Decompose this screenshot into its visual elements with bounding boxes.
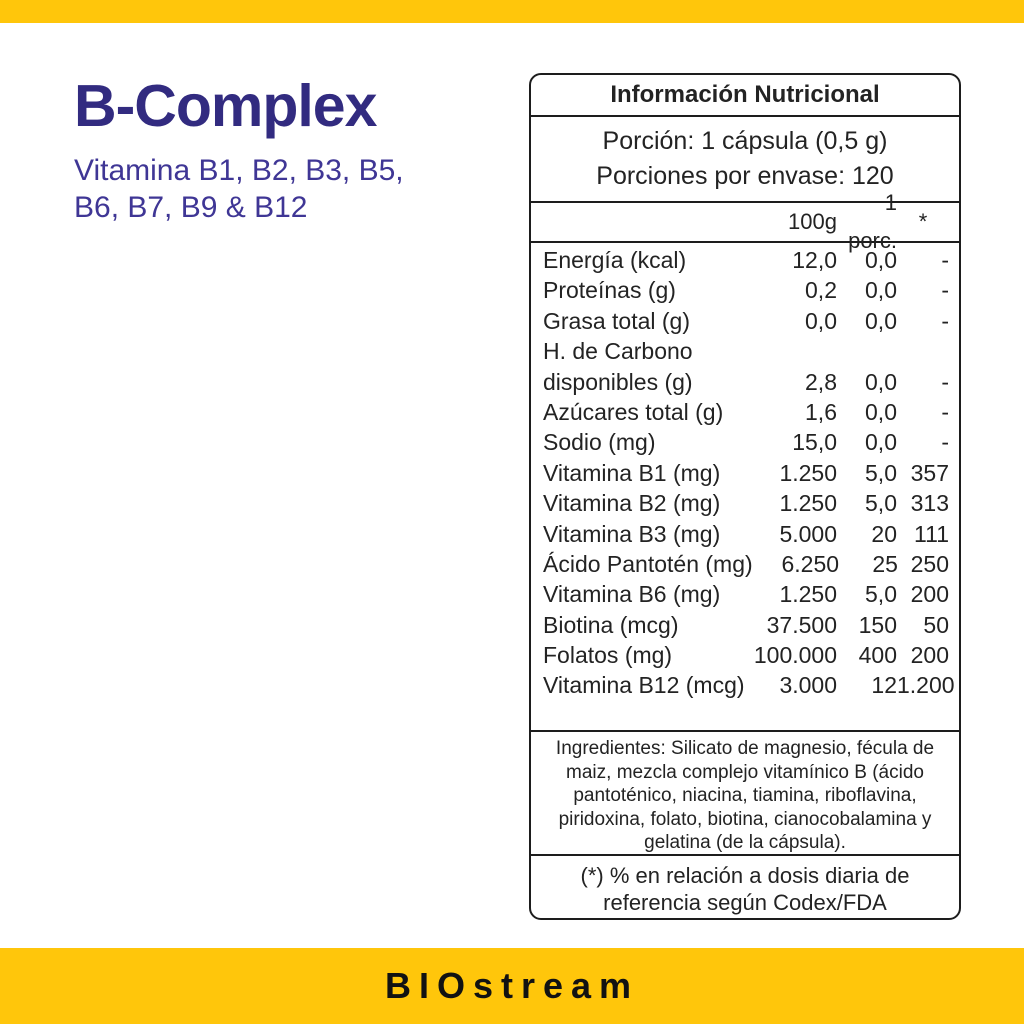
nutrient-label: Ácido Pantotén (mg) <box>543 550 753 577</box>
nutrient-label: Biotina (mcg) <box>543 611 679 638</box>
value-daily-pct: 313 <box>910 490 949 517</box>
ingredients-text: Ingredientes: Silicato de magnesio, fécula de maiz, mezcla complejo vitamínico B (ácido pantoténico, niacina, tiamina, riboflavina, piridoxina, folato, biotina, cianocobalamina y gelatina (de la cápsula). <box>531 732 959 856</box>
nutrition-row <box>543 610 949 640</box>
product-title: B-Complex <box>74 73 377 139</box>
nutrient-label: Vitamina B6 (mg) <box>543 581 721 608</box>
serving-size-line: Porción: 1 cápsula (0,5 g) <box>602 127 888 155</box>
value-per-serving: 400 <box>858 642 897 669</box>
value-per-serving: 0,0 <box>865 368 897 395</box>
value-per-100g: 0,0 <box>805 307 837 334</box>
value-per-100g: 6.250 <box>781 550 840 577</box>
bottom-accent-bar <box>0 948 1024 1024</box>
nutrition-row <box>543 670 955 700</box>
nutrition-facts-panel <box>529 73 961 920</box>
nutrition-row <box>543 306 949 336</box>
value-per-serving: 12 <box>871 672 897 699</box>
column-header-row <box>531 190 959 253</box>
nutrient-label: H. de Carbono <box>543 338 693 365</box>
nutrition-row <box>543 367 949 397</box>
top-accent-bar <box>0 0 1024 23</box>
nutrient-label: Azúcares total (g) <box>543 398 724 425</box>
brand-logo: BIOstream <box>384 965 640 1006</box>
nutrient-label: Folatos (mg) <box>543 642 673 669</box>
product-subtitle <box>74 152 514 226</box>
value-per-100g: 1.250 <box>779 459 837 486</box>
column-header-asterisk: * <box>918 209 928 234</box>
value-daily-pct: 250 <box>910 550 949 577</box>
value-per-serving: 150 <box>858 611 897 638</box>
value-per-100g: 1,6 <box>805 398 837 425</box>
product-subtitle-line-2: B6, B7, B9 & B12 <box>74 191 308 224</box>
value-per-100g: 1.250 <box>779 490 837 517</box>
nutrient-label: disponibles (g) <box>543 368 693 395</box>
nutrient-label: Grasa total (g) <box>543 307 690 334</box>
value-per-100g: 37.500 <box>766 611 837 638</box>
value-daily-pct: - <box>941 247 949 273</box>
value-per-serving: 5,0 <box>865 490 897 517</box>
value-daily-pct: - <box>941 429 949 456</box>
nutrient-label: Vitamina B3 (mg) <box>543 520 721 547</box>
column-header-100g: 100g <box>788 209 837 234</box>
value-daily-pct: 111 <box>914 520 949 547</box>
daily-value-footnote: (*) % en relación a dosis diaria de referencia según Codex/FDA <box>580 863 910 915</box>
nutrition-facts-title: Información Nutricional <box>531 75 959 117</box>
nutrient-label: Sodio (mg) <box>543 429 656 456</box>
value-daily-pct: 1.200 <box>897 672 955 699</box>
value-per-100g: 3.000 <box>779 672 837 699</box>
value-per-serving: 0,0 <box>865 307 897 334</box>
value-per-serving: 0,0 <box>865 277 897 304</box>
nutrition-row <box>543 640 949 670</box>
value-per-100g: 2,8 <box>805 368 837 395</box>
nutrition-row <box>543 427 949 457</box>
value-daily-pct: - <box>941 368 949 395</box>
value-per-100g: 12,0 <box>792 247 837 273</box>
servings-per-container-line: Porciones por envase: 120 <box>596 162 894 190</box>
value-daily-pct: - <box>941 398 949 425</box>
product-subtitle-line-1: Vitamina B1, B2, B3, B5, <box>74 154 404 187</box>
nutrition-rows <box>531 243 959 732</box>
value-per-100g: 5.000 <box>779 520 837 547</box>
value-per-100g: 15,0 <box>792 429 837 456</box>
nutrient-label: Vitamina B2 (mg) <box>543 490 721 517</box>
value-per-serving: 5,0 <box>865 581 897 608</box>
value-daily-pct: 50 <box>923 611 949 638</box>
value-daily-pct: - <box>941 307 949 334</box>
nutrition-row <box>543 579 949 609</box>
nutrition-row <box>543 458 949 488</box>
value-daily-pct: - <box>941 277 949 304</box>
nutrition-row <box>543 336 949 366</box>
value-daily-pct: 200 <box>910 581 949 608</box>
value-per-serving: 0,0 <box>865 398 897 425</box>
value-per-serving: 20 <box>871 520 897 547</box>
value-per-100g: 100.000 <box>753 642 837 669</box>
value-per-serving: 25 <box>872 550 898 577</box>
nutrient-label: Energía (kcal) <box>543 247 687 273</box>
value-daily-pct: 200 <box>910 642 949 669</box>
nutrition-row <box>543 519 949 549</box>
nutrition-row <box>543 275 949 305</box>
value-per-serving: 5,0 <box>865 459 897 486</box>
value-per-serving: 0,0 <box>865 247 897 273</box>
nutrition-row <box>543 488 949 518</box>
value-per-100g: 0,2 <box>805 277 837 304</box>
value-per-100g: 1.250 <box>779 581 837 608</box>
value-per-serving: 0,0 <box>865 429 897 456</box>
nutrient-label: Proteínas (g) <box>543 277 676 304</box>
value-daily-pct: 357 <box>910 459 949 486</box>
column-header-1porc: 1 porc. <box>848 190 897 253</box>
product-header <box>74 74 514 226</box>
nutrition-row <box>543 397 949 427</box>
nutrient-label: Vitamina B12 (mcg) <box>543 672 745 699</box>
nutrition-row <box>543 245 949 275</box>
nutrient-label: Vitamina B1 (mg) <box>543 459 721 486</box>
nutrition-row <box>543 549 949 579</box>
